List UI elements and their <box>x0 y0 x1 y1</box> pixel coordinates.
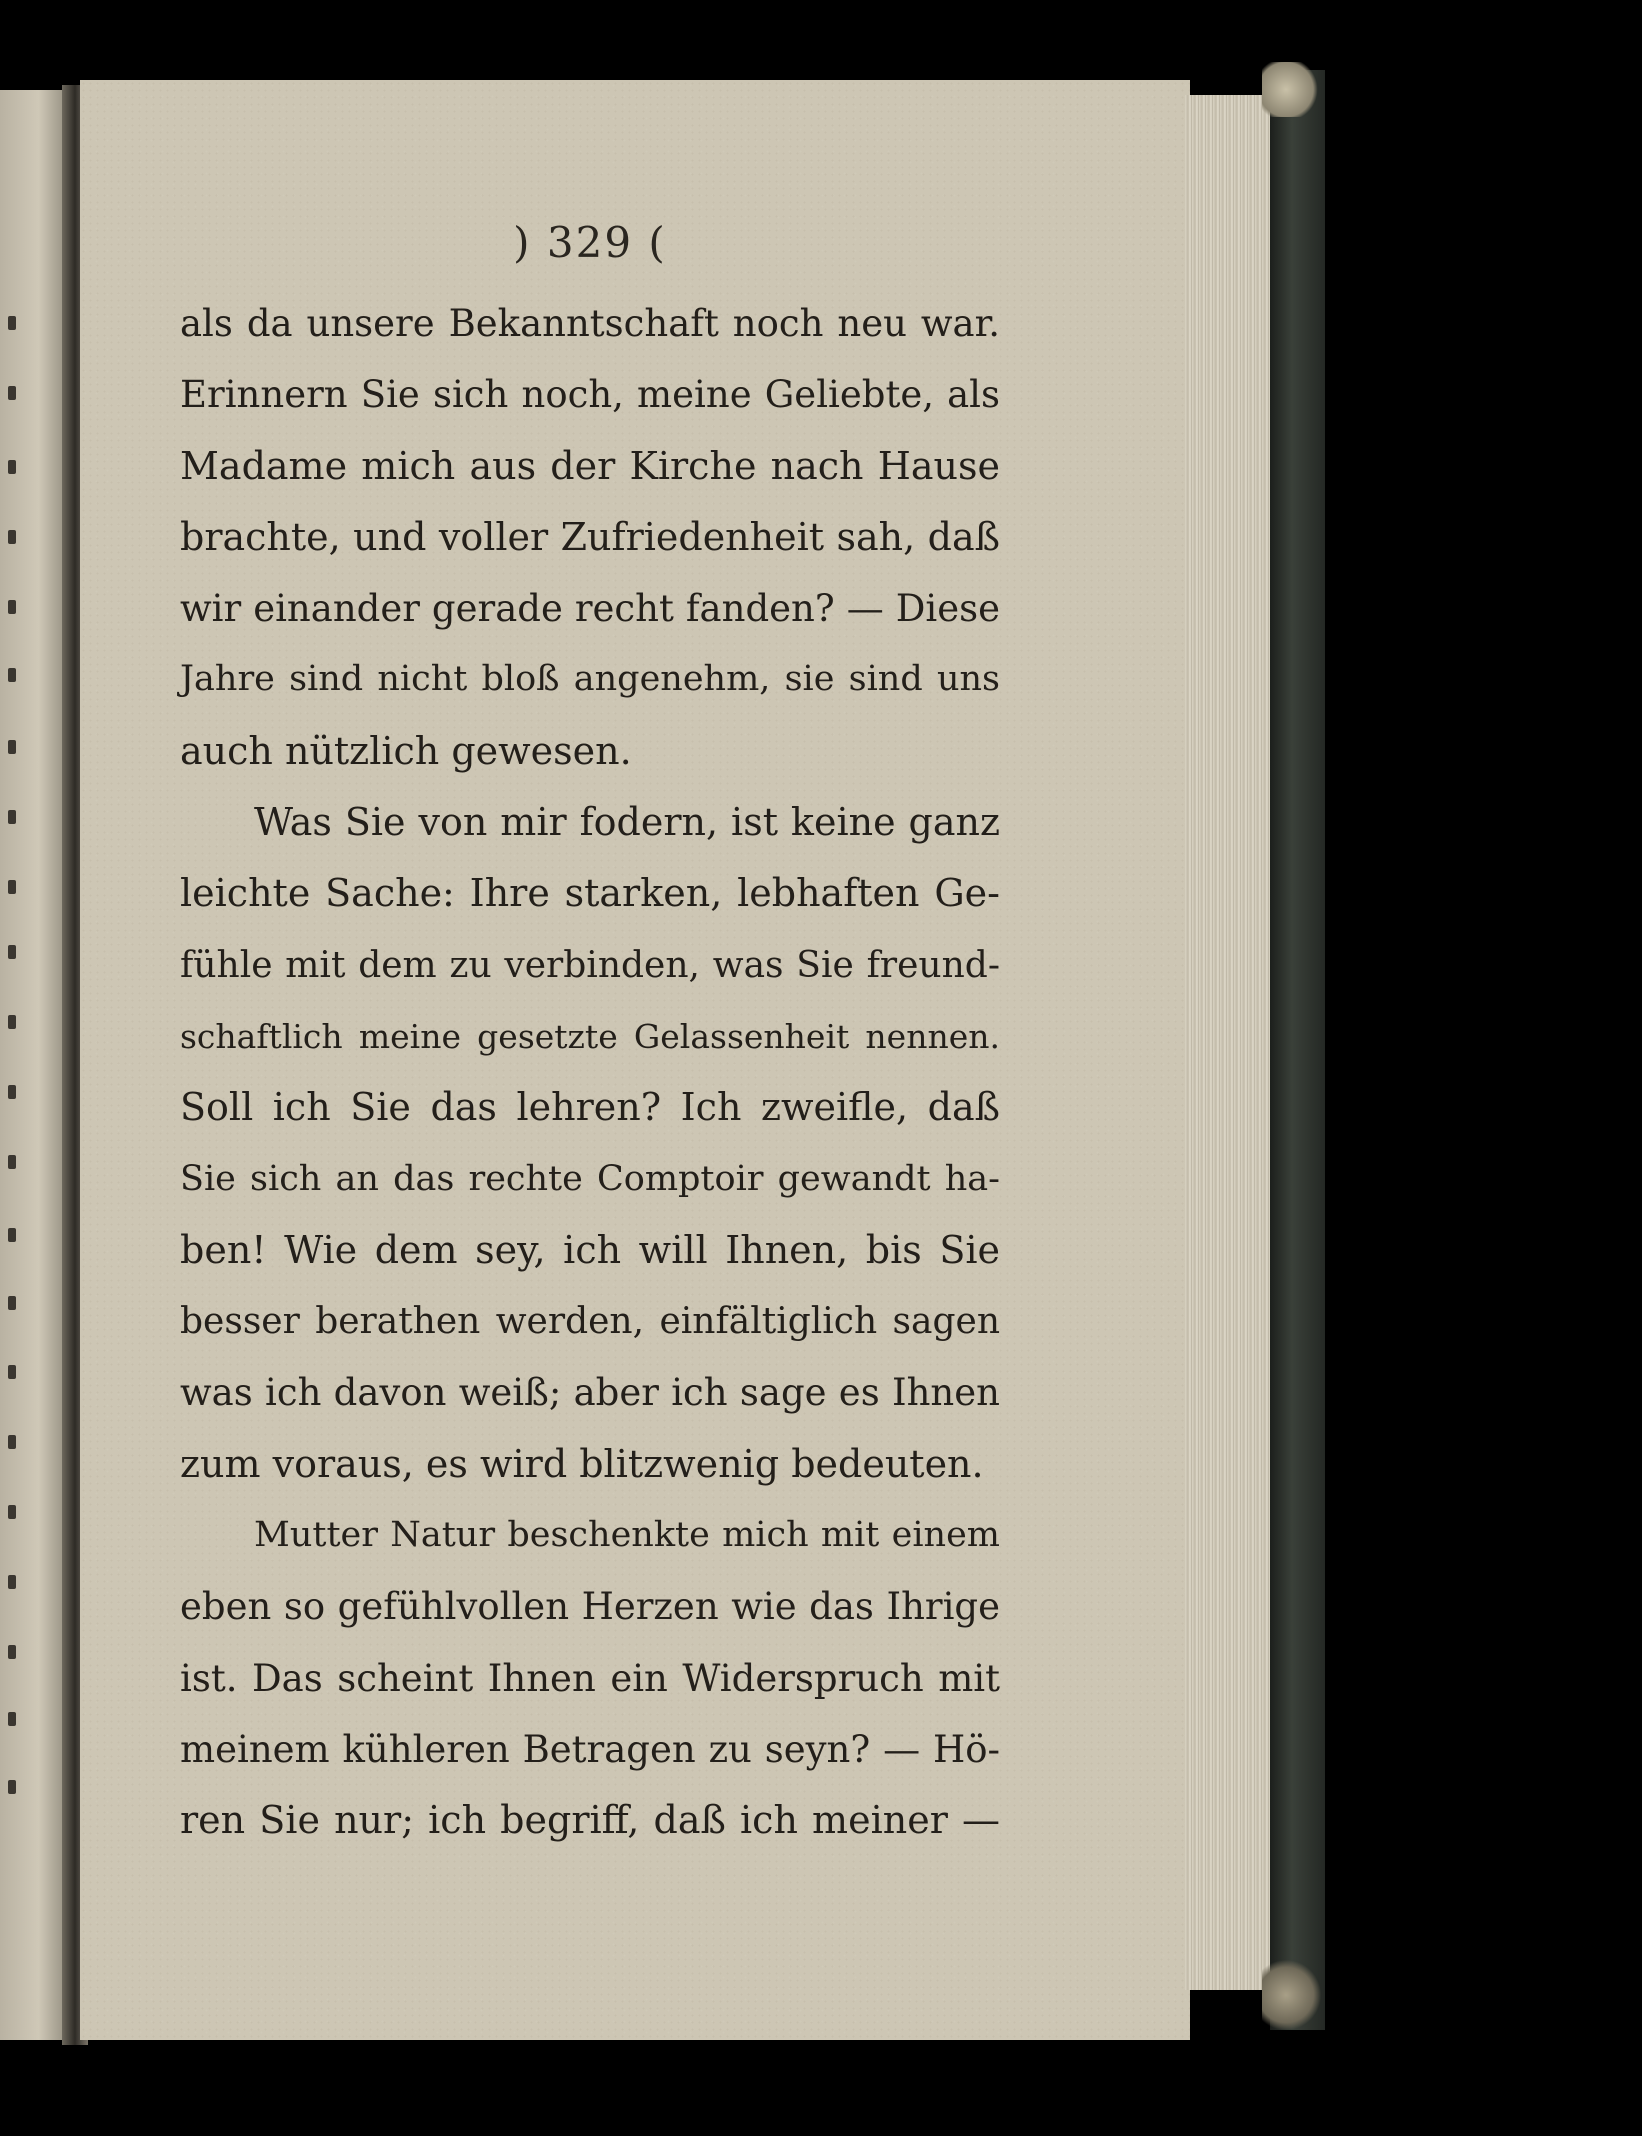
text-line: ren Sie nur; ich begriff, daß ich meiner — <box>180 1798 1000 1843</box>
text-line: brachte, und voller Zufriedenheit sah, daß <box>180 514 1000 559</box>
text-line: auch nützlich gewesen. <box>180 728 632 773</box>
facing-page-ink-mark <box>8 1155 16 1169</box>
text-line: zum voraus, es wird blitzwenig bedeuten. <box>180 1441 984 1486</box>
text-line: besser berathen werden, einfältiglich sagen <box>180 1301 1000 1343</box>
facing-page-ink-mark <box>8 1712 16 1726</box>
cover-corner-wear <box>1262 62 1322 117</box>
text-line: eben so gefühlvollen Herzen wie das Ihrige <box>180 1585 1000 1629</box>
facing-page-ink-mark <box>8 1575 16 1589</box>
book-cover-edge <box>1270 70 1325 2030</box>
text-line: Erinnern Sie sich noch, meine Geliebte, als <box>180 373 1000 417</box>
facing-page-ink-mark <box>8 1435 16 1449</box>
facing-page-ink-mark <box>8 1015 16 1029</box>
text-line: als da unsere Bekanntschaft noch neu war. <box>180 302 1000 345</box>
text-line: was ich davon weiß; aber ich sage es Ihnen <box>180 1371 1000 1415</box>
text-line: wir einander gerade recht fanden? — Diese <box>180 587 1000 631</box>
facing-page-ink-mark <box>8 740 16 754</box>
facing-page-ink-mark <box>8 1780 16 1794</box>
page-number-header: ) 329 ( <box>513 218 667 267</box>
text-line: ben! Wie dem sey, ich will Ihnen, bis Sie <box>180 1227 1000 1272</box>
facing-page-ink-mark <box>8 668 16 682</box>
facing-page-ink-mark <box>8 1505 16 1519</box>
text-line: Madame mich aus der Kirche nach Hause <box>180 443 1000 488</box>
facing-page-ink-mark <box>8 600 16 614</box>
cover-corner-wear <box>1262 1960 1322 2030</box>
facing-page-ink-mark <box>8 316 16 330</box>
text-line: Soll ich Sie das lehren? Ich zweifle, daß <box>180 1085 1000 1130</box>
facing-page-ink-mark <box>8 1645 16 1659</box>
text-line: Jahre sind nicht bloß angenehm, sie sind uns <box>180 659 1000 700</box>
text-line: meinem kühleren Betragen zu seyn? — Hö- <box>180 1727 1000 1771</box>
body-text <box>180 288 1000 1857</box>
facing-page-ink-mark <box>8 460 16 474</box>
facing-page-edge <box>0 90 70 2040</box>
text-line: Mutter Natur beschenkte mich mit einem <box>254 1515 1000 1556</box>
text-line: Was Sie von mir fodern, ist keine ganz <box>254 800 1000 845</box>
facing-page-ink-mark <box>8 1365 16 1379</box>
facing-page-ink-mark <box>8 1085 16 1099</box>
facing-page-ink-mark <box>8 880 16 894</box>
facing-page-ink-mark <box>8 1296 16 1310</box>
facing-page-ink-mark <box>8 945 16 959</box>
facing-page-ink-mark <box>8 810 16 824</box>
text-line: schaftlich meine gesetzte Gelassenheit nennen. <box>180 1016 1000 1056</box>
facing-page-ink-mark <box>8 386 16 400</box>
text-line: leichte Sache: Ihre starken, lebhaften Ge- <box>180 871 1000 916</box>
text-line: Sie sich an das rechte Comptoir gewandt ha- <box>180 1158 1000 1199</box>
text-line: fühle mit dem zu verbinden, was Sie freund- <box>180 944 1000 986</box>
facing-page-ink-mark <box>8 530 16 544</box>
facing-page-ink-mark <box>8 1228 16 1242</box>
text-line: ist. Das scheint Ihnen ein Widerspruch mit <box>180 1656 1000 1700</box>
page-stack-edges <box>1185 95 1275 1990</box>
